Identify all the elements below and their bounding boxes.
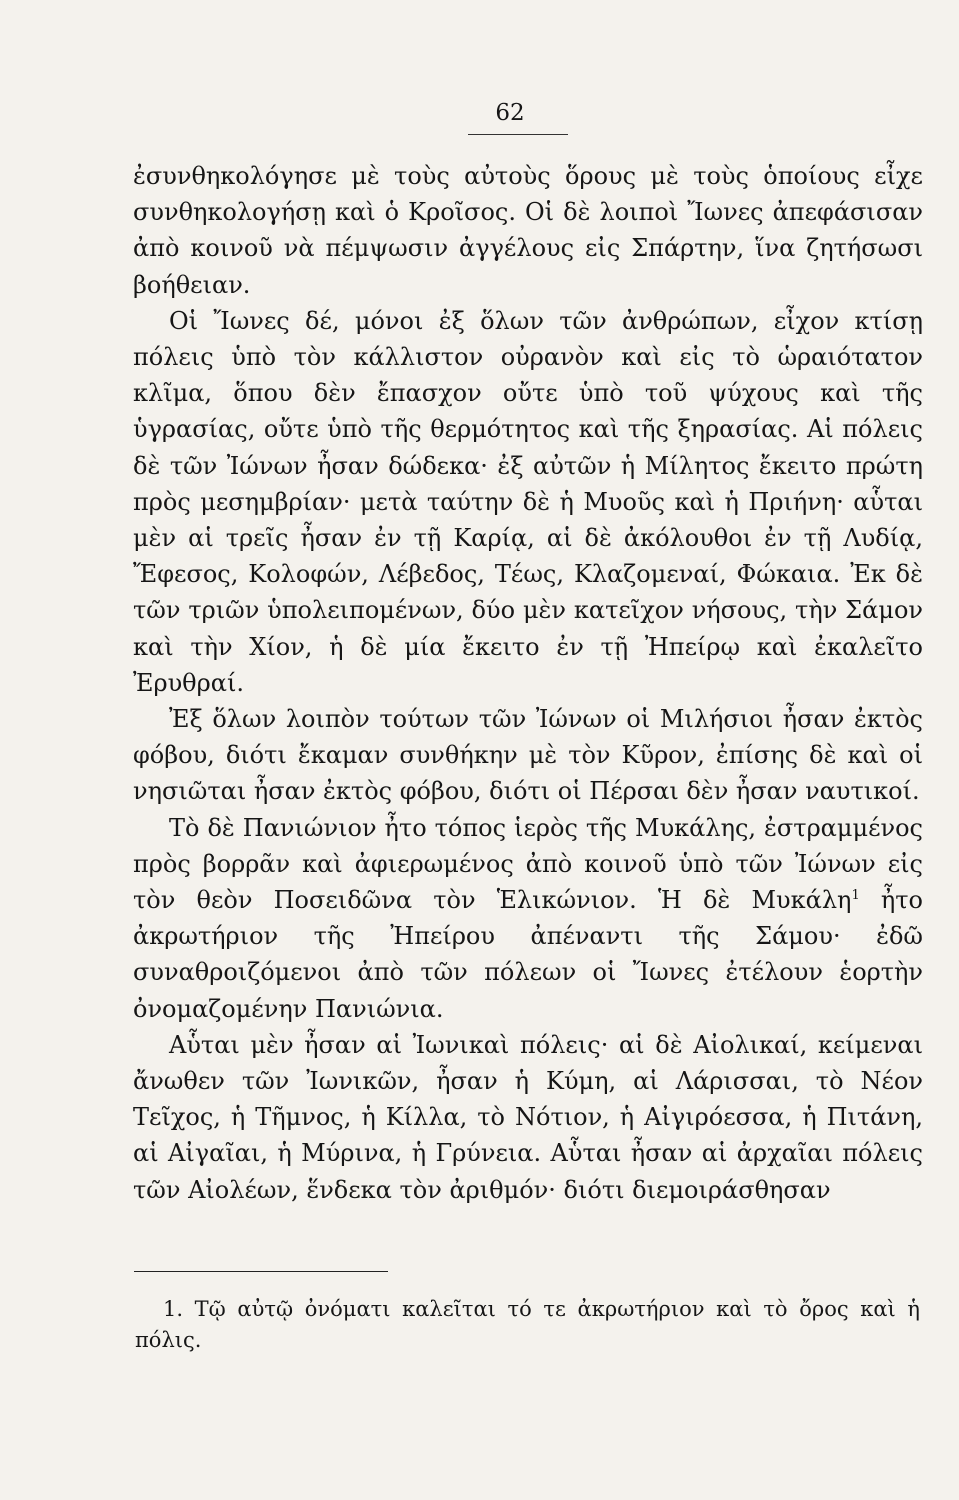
paragraph-5: Αὗται μὲν ἦσαν αἱ Ἰωνικαὶ πόλεις· αἱ δὲ Αἰολικαί, κείμεναι ἄνωθεν τῶν Ἰωνικῶν, ἦσαν ἡ Κύμη, αἱ Λάρισσαι, τὸ Νέον Τεῖχος, ἡ Τῆμνος, ἡ Κίλλα, τὸ Νότιον, ἡ Αἰγιρόεσσα, ἡ Πιτάνη, αἱ Αἰγαῖαι, ἡ Μύρινα, ἡ Γρύνεια. Αὗται ἦσαν αἱ ἀρχαῖαι πόλεις τῶν Αἰολέων, ἕνδεκα τὸν ἀριθμόν· διότι διεμοιράσθησαν — [133, 1030, 923, 1204]
page-number: 62 — [495, 100, 525, 126]
page-number-rule — [468, 134, 568, 135]
paragraph-2: Οἱ Ἴωνες δέ, μόνοι ἐξ ὅλων τῶν ἀνθρώπων, εἶχον κτίσῃ πόλεις ὑπὸ τὸν κάλλιστον οὐρανὸν καὶ εἰς τὸ ὡραιότατον κλῖμα, ὅπου δὲν ἔπασχον οὔτε ὑπὸ τοῦ ψύχους καὶ τῆς ὑγρασίας, οὔτε ὑπὸ τῆς θερμότητος καὶ τῆς ξηρασίας. Αἱ πόλεις δὲ τῶν Ἰώνων ἦσαν δώδεκα· ἐξ αὐτῶν ἡ Μίλητος ἔκειτο πρώτη πρὸς μεσημβρίαν· μετὰ ταύτην δὲ ἡ Μυοῦς καὶ ἡ Πριήνη· αὗται μὲν αἱ τρεῖς ἦσαν ἐν τῇ Καρίᾳ, αἱ δὲ ἀκόλουθοι ἐν τῇ Λυδίᾳ, Ἔφεσος, Κολοφών, Λέβεδος, Τέως, Κλαζομεναί, Φώκαια. Ἐκ δὲ τῶν τριῶν ὑπολειπομένων, δύο μὲν κατεῖχον νήσους, τὴν Σάμον καὶ τὴν Χίον, ἡ δὲ μία ἔκειτο ἐν τῇ Ἠπείρῳ καὶ ἐκαλεῖτο Ἐρυθραί. — [133, 306, 923, 697]
main-text — [133, 158, 923, 1208]
footnote-marker: 1 — [851, 888, 860, 904]
footnote: 1. Τῷ αὐτῷ ὀνόματι καλεῖται τό τε ἀκρωτήριον καὶ τὸ ὄρος καὶ ἡ πόλις. — [135, 1297, 920, 1352]
paragraph-4-text-a: Τὸ δὲ Πανιώνιον ἦτο τόπος ἱερὸς τῆς Μυκάλης, ἐστραμμένος πρὸς βορρᾶν καὶ ἀφιερωμένος ἀπὸ κοινοῦ ὑπὸ τῶν Ἰώνων εἰς τὸν θεὸν Ποσειδῶνα τὸν Ἑλικώνιον. Ἡ δὲ Μυκάλη — [133, 813, 923, 915]
footnote-rule — [134, 1271, 388, 1272]
paragraph-3: Ἐξ ὅλων λοιπὸν τούτων τῶν Ἰώνων οἱ Μιλήσιοι ἦσαν ἐκτὸς φόβου, διότι ἔκαμαν συνθήκην μὲ τὸν Κῦρον, ἐπίσης δὲ καὶ οἱ νησιῶται ἦσαν ἐκτὸς φόβου, διότι οἱ Πέρσαι δὲν ἦσαν ναυτικοί. — [133, 705, 923, 806]
paragraph-4-text-b: ἦτο ἀκρωτήριον τῆς Ἠπείρου ἀπέναντι τῆς Σάμου· ἐδῶ συναθροιζόμενοι ἀπὸ τῶν πόλεων οἱ Ἴωνες ἐτέλουν ἑορτὴν ὀνομαζομένην Πανιώνια. — [133, 886, 924, 1023]
paragraph-1: ἐσυνθηκολόγησε μὲ τοὺς αὐτοὺς ὅρους μὲ τοὺς ὁποίους εἶχε συνθηκολογήσῃ καὶ ὁ Κροῖσος. Οἱ δὲ λοιποὶ Ἴωνες ἀπεφάσισαν ἀπὸ κοινοῦ νὰ πέμψωσιν ἀγγέλους εἰς Σπάρτην, ἵνα ζητήσωσι βοήθειαν. — [133, 162, 923, 299]
paragraph-4 — [133, 810, 923, 1027]
